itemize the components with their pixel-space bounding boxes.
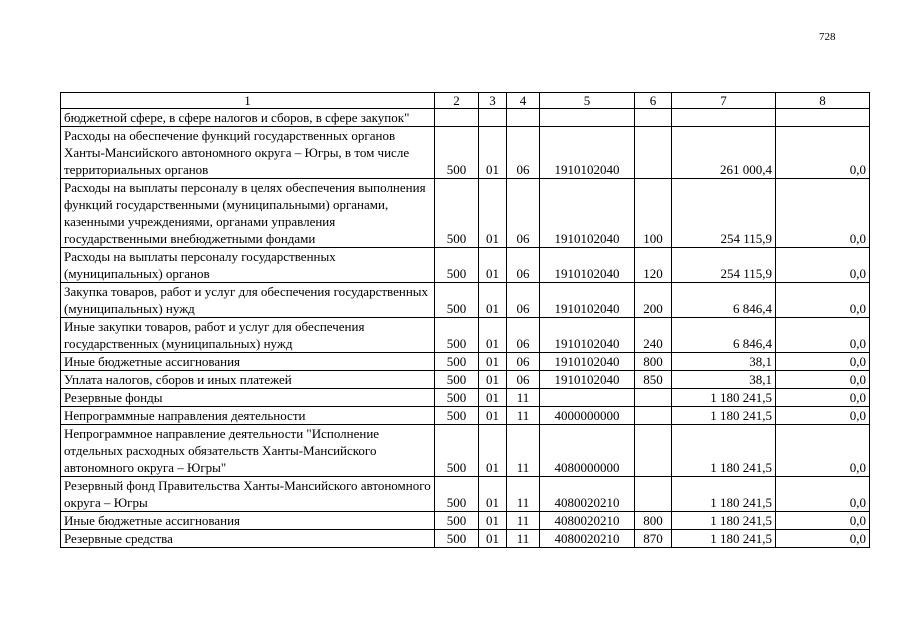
row-target-cell xyxy=(540,109,635,127)
row-name-cell: Расходы на обеспечение функций государственных органов Ханты-Мансийского автономного округа – Югры, в том числе территориальных органов xyxy=(61,127,435,179)
row-admin-cell: 500 xyxy=(435,179,479,248)
table-row xyxy=(61,109,870,127)
row-target-cell: 4080020210 xyxy=(540,512,635,530)
column-header: 4 xyxy=(507,93,540,109)
row-type-cell: 120 xyxy=(635,248,672,283)
table-row xyxy=(61,353,870,371)
row-admin-cell: 500 xyxy=(435,425,479,477)
row-subsection-cell: 06 xyxy=(507,318,540,353)
column-header: 8 xyxy=(776,93,870,109)
row-admin-cell: 500 xyxy=(435,248,479,283)
row-type-cell: 800 xyxy=(635,512,672,530)
column-header: 6 xyxy=(635,93,672,109)
row-type-cell xyxy=(635,407,672,425)
row-amount2-cell: 0,0 xyxy=(776,512,870,530)
row-subsection-cell: 11 xyxy=(507,477,540,512)
table-row xyxy=(61,179,870,248)
row-amount-cell: 1 180 241,5 xyxy=(672,530,776,548)
row-amount2-cell: 0,0 xyxy=(776,318,870,353)
row-admin-cell: 500 xyxy=(435,318,479,353)
row-admin-cell: 500 xyxy=(435,512,479,530)
row-subsection-cell: 11 xyxy=(507,425,540,477)
table-row xyxy=(61,389,870,407)
row-amount2-cell: 0,0 xyxy=(776,248,870,283)
row-admin-cell: 500 xyxy=(435,371,479,389)
row-section-cell: 01 xyxy=(479,425,507,477)
row-type-cell: 200 xyxy=(635,283,672,318)
row-type-cell: 240 xyxy=(635,318,672,353)
budget-table xyxy=(60,92,870,548)
row-admin-cell: 500 xyxy=(435,530,479,548)
row-name-cell: бюджетной сфере, в сфере налогов и сборов, в сфере закупок" xyxy=(61,109,435,127)
row-subsection-cell: 11 xyxy=(507,389,540,407)
table-header-row xyxy=(61,93,870,109)
row-amount-cell: 6 846,4 xyxy=(672,318,776,353)
row-type-cell xyxy=(635,477,672,512)
table-row xyxy=(61,127,870,179)
row-section-cell: 01 xyxy=(479,353,507,371)
row-type-cell xyxy=(635,425,672,477)
row-target-cell: 1910102040 xyxy=(540,248,635,283)
row-subsection-cell: 06 xyxy=(507,248,540,283)
row-target-cell xyxy=(540,389,635,407)
row-type-cell: 870 xyxy=(635,530,672,548)
row-section-cell: 01 xyxy=(479,127,507,179)
row-subsection-cell: 06 xyxy=(507,371,540,389)
row-admin-cell xyxy=(435,109,479,127)
row-section-cell: 01 xyxy=(479,318,507,353)
row-type-cell xyxy=(635,389,672,407)
column-header: 2 xyxy=(435,93,479,109)
row-subsection-cell xyxy=(507,109,540,127)
row-name-cell: Расходы на выплаты персоналу государственных (муниципальных) органов xyxy=(61,248,435,283)
row-type-cell xyxy=(635,109,672,127)
column-header: 7 xyxy=(672,93,776,109)
row-subsection-cell: 06 xyxy=(507,179,540,248)
row-name-cell: Непрограммное направление деятельности "Исполнение отдельных расходных обязательств Ханты-Мансийского автономного округа – Югры" xyxy=(61,425,435,477)
row-name-cell: Иные бюджетные ассигнования xyxy=(61,353,435,371)
table-row xyxy=(61,318,870,353)
row-amount2-cell: 0,0 xyxy=(776,477,870,512)
row-amount2-cell: 0,0 xyxy=(776,353,870,371)
row-section-cell: 01 xyxy=(479,512,507,530)
row-amount-cell: 38,1 xyxy=(672,371,776,389)
row-subsection-cell: 11 xyxy=(507,512,540,530)
row-amount-cell: 1 180 241,5 xyxy=(672,389,776,407)
row-name-cell: Резервные фонды xyxy=(61,389,435,407)
table-row xyxy=(61,477,870,512)
row-amount2-cell: 0,0 xyxy=(776,425,870,477)
row-target-cell: 4080020210 xyxy=(540,530,635,548)
row-admin-cell: 500 xyxy=(435,283,479,318)
row-admin-cell: 500 xyxy=(435,353,479,371)
row-amount2-cell: 0,0 xyxy=(776,371,870,389)
row-amount2-cell: 0,0 xyxy=(776,179,870,248)
row-target-cell: 1910102040 xyxy=(540,127,635,179)
row-amount-cell: 261 000,4 xyxy=(672,127,776,179)
row-section-cell xyxy=(479,109,507,127)
row-admin-cell: 500 xyxy=(435,389,479,407)
row-target-cell: 4080020210 xyxy=(540,477,635,512)
row-section-cell: 01 xyxy=(479,283,507,318)
row-type-cell: 100 xyxy=(635,179,672,248)
row-subsection-cell: 06 xyxy=(507,127,540,179)
row-amount2-cell: 0,0 xyxy=(776,127,870,179)
row-section-cell: 01 xyxy=(479,248,507,283)
row-amount2-cell xyxy=(776,109,870,127)
table-row xyxy=(61,407,870,425)
row-amount2-cell: 0,0 xyxy=(776,389,870,407)
row-target-cell: 1910102040 xyxy=(540,179,635,248)
row-name-cell: Иные закупки товаров, работ и услуг для обеспечения государственных (муниципальных) нужд xyxy=(61,318,435,353)
row-name-cell: Закупка товаров, работ и услуг для обеспечения государственных (муниципальных) нужд xyxy=(61,283,435,318)
row-admin-cell: 500 xyxy=(435,127,479,179)
row-subsection-cell: 06 xyxy=(507,283,540,318)
row-section-cell: 01 xyxy=(479,407,507,425)
row-subsection-cell: 11 xyxy=(507,530,540,548)
row-section-cell: 01 xyxy=(479,371,507,389)
row-type-cell: 800 xyxy=(635,353,672,371)
row-admin-cell: 500 xyxy=(435,407,479,425)
row-amount-cell: 1 180 241,5 xyxy=(672,477,776,512)
row-type-cell xyxy=(635,127,672,179)
row-amount-cell: 6 846,4 xyxy=(672,283,776,318)
row-name-cell: Резервный фонд Правительства Ханты-Мансийского автономного округа – Югры xyxy=(61,477,435,512)
row-target-cell: 1910102040 xyxy=(540,318,635,353)
row-amount-cell: 1 180 241,5 xyxy=(672,512,776,530)
row-amount2-cell: 0,0 xyxy=(776,283,870,318)
row-amount-cell: 254 115,9 xyxy=(672,248,776,283)
row-name-cell: Резервные средства xyxy=(61,530,435,548)
row-section-cell: 01 xyxy=(479,477,507,512)
row-amount-cell: 1 180 241,5 xyxy=(672,425,776,477)
row-admin-cell: 500 xyxy=(435,477,479,512)
column-header: 1 xyxy=(61,93,435,109)
table-row xyxy=(61,530,870,548)
row-target-cell: 1910102040 xyxy=(540,283,635,318)
row-name-cell: Иные бюджетные ассигнования xyxy=(61,512,435,530)
table-row xyxy=(61,283,870,318)
row-amount-cell: 254 115,9 xyxy=(672,179,776,248)
row-amount-cell: 1 180 241,5 xyxy=(672,407,776,425)
row-name-cell: Расходы на выплаты персоналу в целях обеспечения выполнения функций государственными (муниципальными) органами, казенными учреждениями, органами управления государственными внебюджетными фондами xyxy=(61,179,435,248)
row-amount2-cell: 0,0 xyxy=(776,530,870,548)
column-header: 5 xyxy=(540,93,635,109)
row-section-cell: 01 xyxy=(479,179,507,248)
row-amount-cell xyxy=(672,109,776,127)
row-type-cell: 850 xyxy=(635,371,672,389)
page-number: 728 xyxy=(819,31,836,43)
table-row xyxy=(61,248,870,283)
table-row xyxy=(61,371,870,389)
row-amount2-cell: 0,0 xyxy=(776,407,870,425)
table-row xyxy=(61,425,870,477)
row-name-cell: Уплата налогов, сборов и иных платежей xyxy=(61,371,435,389)
row-target-cell: 1910102040 xyxy=(540,371,635,389)
row-section-cell: 01 xyxy=(479,530,507,548)
row-target-cell: 4080000000 xyxy=(540,425,635,477)
row-name-cell: Непрограммные направления деятельности xyxy=(61,407,435,425)
row-amount-cell: 38,1 xyxy=(672,353,776,371)
row-target-cell: 4000000000 xyxy=(540,407,635,425)
row-target-cell: 1910102040 xyxy=(540,353,635,371)
table-row xyxy=(61,512,870,530)
column-header: 3 xyxy=(479,93,507,109)
row-subsection-cell: 06 xyxy=(507,353,540,371)
row-subsection-cell: 11 xyxy=(507,407,540,425)
row-section-cell: 01 xyxy=(479,389,507,407)
